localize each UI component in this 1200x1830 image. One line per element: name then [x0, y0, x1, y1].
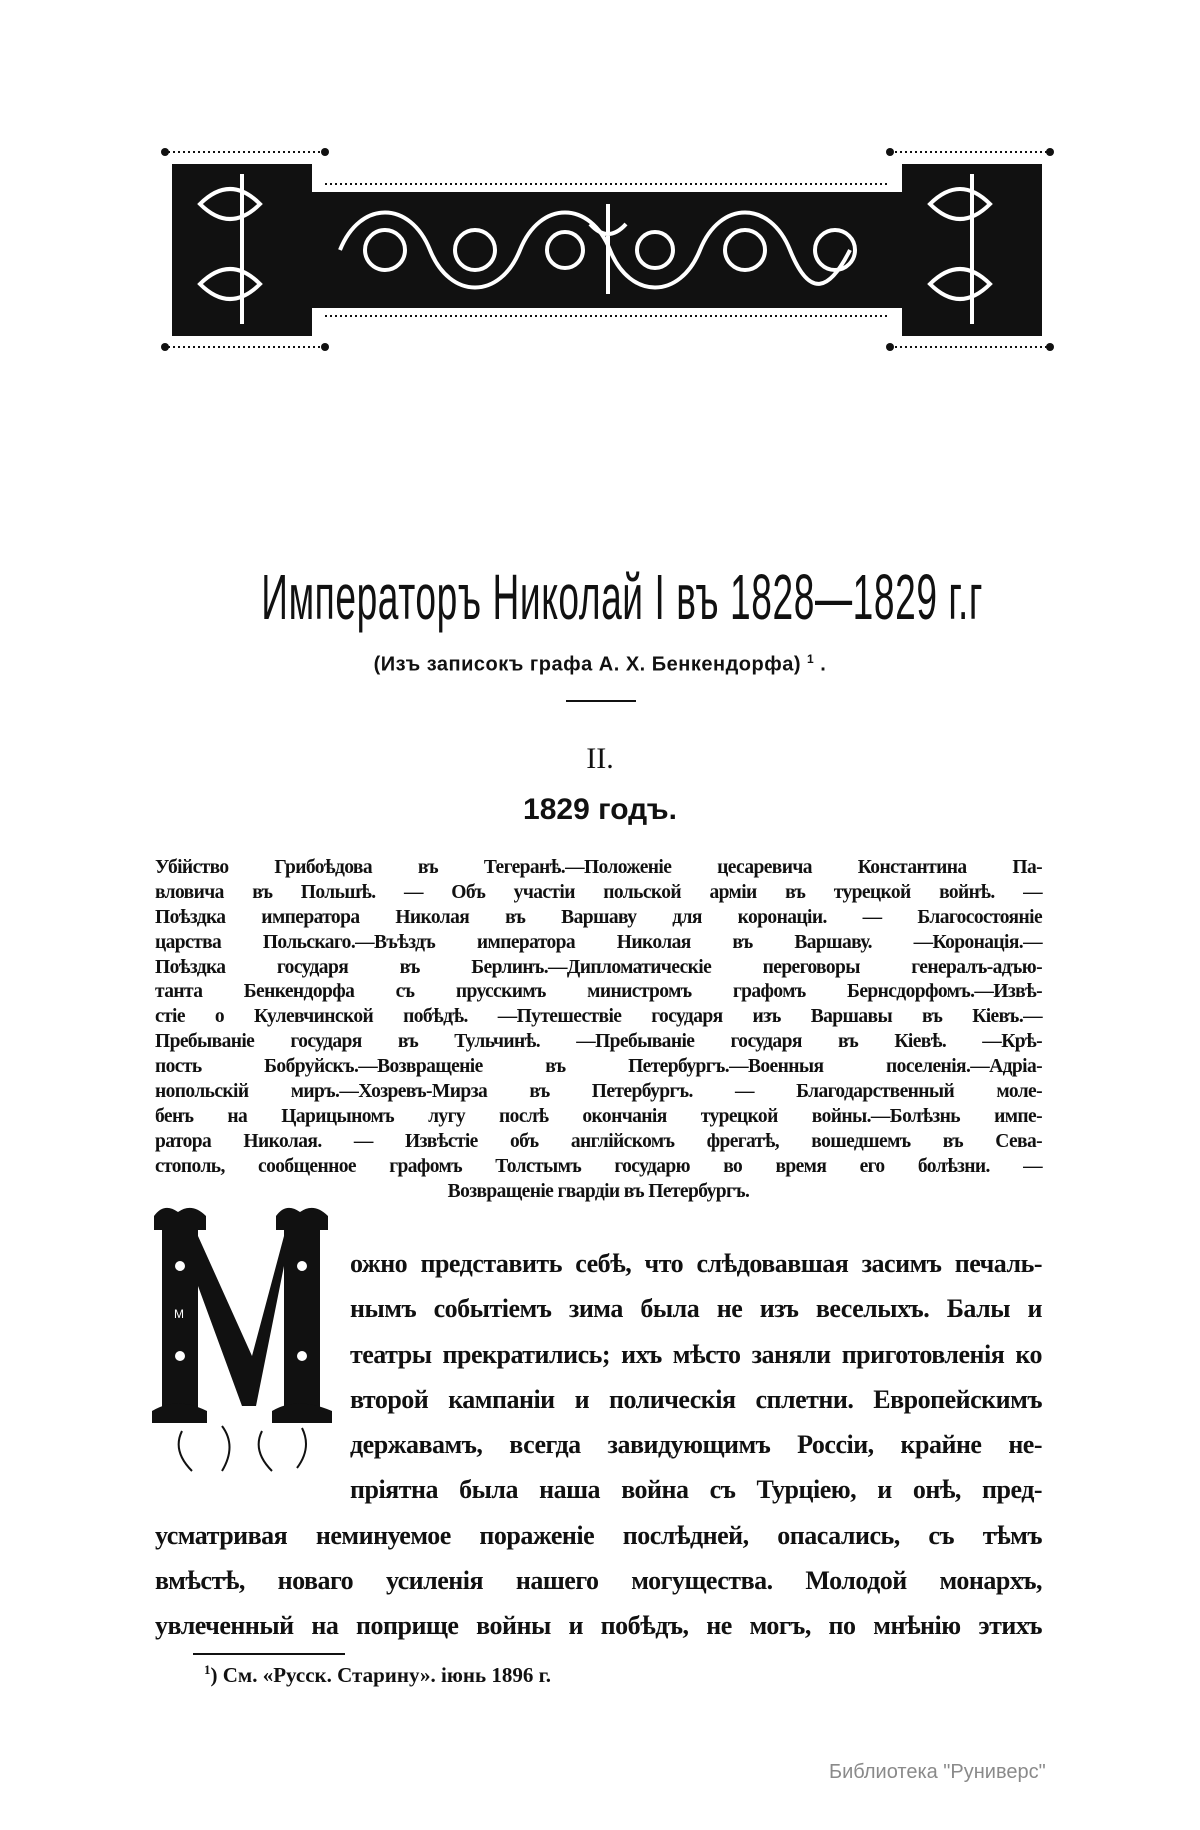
summary-line: стіе о Кулевчинской побѣдѣ. —Путешествіе государя изъ Варшавы въ Кіевъ.—: [155, 1006, 1042, 1028]
body-line: ожно представить себѣ, что слѣдовавшая засимъ печаль-: [350, 1249, 1042, 1278]
summary-line: нопольскій миръ.—Хозревъ-Мирза въ Петербургъ. — Благодарственный моле-: [155, 1081, 1042, 1103]
body-line: усматривая неминуемое пораженіе послѣдней, опасались, съ тѣмъ: [155, 1520, 1042, 1550]
body-line: вмѣстѣ, новаго усиленія нашего могущества. Молодой монархъ,: [155, 1565, 1042, 1595]
footnote-ref[interactable]: 1: [807, 652, 815, 666]
body-line: увлеченный на поприще войны и побѣдъ, не могъ, по мнѣнію этихъ: [155, 1611, 1042, 1640]
article-title: [0, 560, 1200, 634]
summary-line: царства Польскаго.—Въѣздъ императора Николая въ Варшаву. —Коронація.—: [155, 931, 1042, 953]
summary-line: танта Бенкендорфа съ прусскимъ министромъ графомъ Бернсдорфомъ.—Извѣ-: [155, 981, 1042, 1003]
part-number: II.: [586, 742, 614, 775]
summary-line: вловича въ Польшѣ. — Объ участіи польской арміи въ турецкой войнѣ. —: [155, 881, 1042, 903]
library-watermark: Библиотека "Руниверс": [829, 1761, 1046, 1783]
footnote-divider: [193, 1653, 345, 1655]
body-line: пріятна была наша война съ Турціею, и онѣ, пред-: [350, 1475, 1042, 1505]
article-subtitle: (Изъ записокъ графа А. Х. Бенкендорфа) $^1$ .: [373, 652, 827, 676]
body-text: [155, 1241, 1042, 1648]
footnote-mark: 1: [204, 1662, 211, 1677]
body-line: театры прекратились; ихъ мѣсто заняли приготовленія ко: [350, 1339, 1042, 1369]
summary-line: Возвращеніе гвардіи въ Петербургъ.: [447, 1180, 750, 1202]
drop-cap-letter: М: [174, 1307, 184, 1321]
section-heading: 1829 годъ.: [523, 793, 677, 826]
body-line: второй кампаніи и полическія сплетни. Европейскимъ: [350, 1384, 1042, 1414]
chapter-summary: [155, 856, 1042, 1204]
subtitle-text: (Изъ записокъ графа А. Х. Бенкендорфа): [373, 653, 801, 676]
summary-line: Убійство Грибоѣдова въ Тегеранѣ.—Положеніе цесаревича Константина Па-: [155, 857, 1042, 878]
body-line: нымъ событіемъ зима была не изъ веселыхъ. Балы и: [350, 1294, 1042, 1324]
summary-line: Поѣздка императора Николая въ Варшаву для коронаціи. — Благосостояніе: [155, 906, 1042, 928]
body-line: державамъ, всегда завидующимъ Россіи, крайне не-: [350, 1430, 1042, 1459]
decorative-headpiece: [160, 144, 1055, 354]
summary-line: ратора Николая. — Извѣстіе объ англійскомъ фрегатѣ, вошедшемъ въ Сева-: [155, 1130, 1042, 1152]
summary-line: пость Бобруйскъ.—Возвращеніе въ Петербургъ.—Военныя поселенія.—Адріа-: [155, 1056, 1042, 1078]
article-title-text: Императоръ Николай I въ 1828—1829 г.г: [261, 561, 984, 633]
summary-line: стополь, сообщенное графомъ Толстымъ государю во время его болѣзни. —: [155, 1155, 1042, 1177]
summary-line: Поѣздка государя въ Берлинъ.—Дипломатическіе переговоры генералъ-адъю-: [155, 956, 1042, 978]
footnote-text: ) См. «Русск. Старину». іюнь 1896 г.: [210, 1663, 552, 1687]
summary-line: бенъ на Царицыномъ лугу послѣ окончанія турецкой войны.—Болѣзнь импе-: [155, 1105, 1042, 1127]
footnote: [204, 1662, 551, 1688]
summary-line: Пребываніе государя въ Тульчинѣ. —Пребываніе государя въ Кіевѣ. —Крѣ-: [155, 1031, 1042, 1053]
title-divider: [566, 700, 636, 702]
